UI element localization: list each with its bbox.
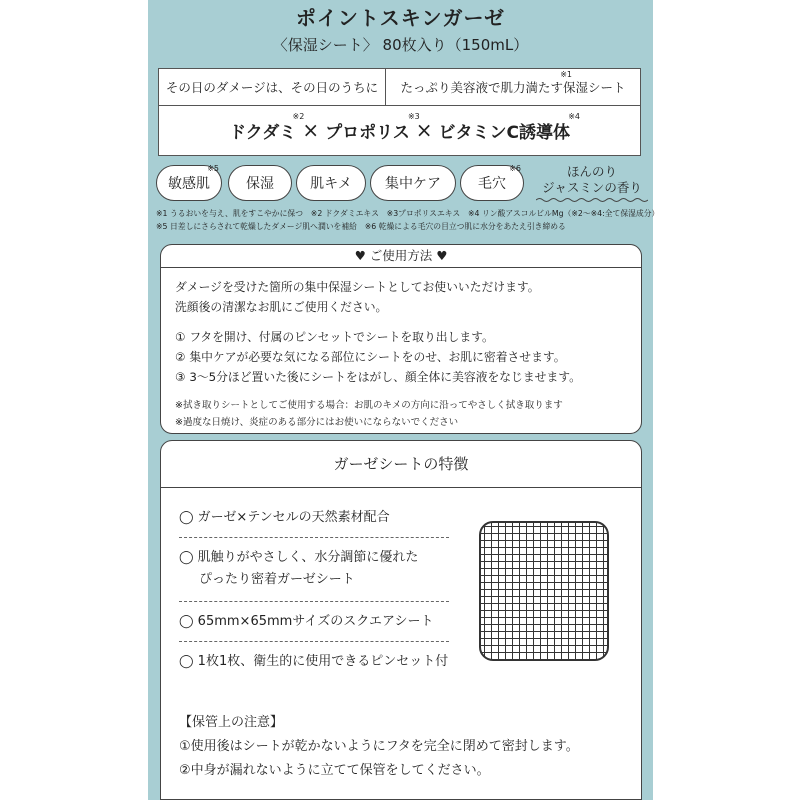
- footnote-line1: ※1 うるおいを与え、肌をすこやかに保つ ※2 ドクダミエキス ※3プロポリスエキス ※4 リン酸アスコルビルMg（※2〜※4:全て保湿成分）: [156, 209, 660, 218]
- pill-sensitive-skin-note: ※5: [207, 164, 219, 173]
- pill-sensitive-skin: [156, 165, 222, 201]
- feature-natural-material: ◯ ガーゼ×テンセルの天然素材配合: [179, 510, 390, 525]
- usage-note1: ※拭き取りシートとしてご使用する場合：お肌のキメの方向に沿ってやさしく拭き取ります: [175, 400, 563, 411]
- divider: [179, 601, 449, 602]
- tagline-row: [159, 69, 640, 106]
- tagline-right-text: たっぷり美容液で肌力満たす保湿シート: [400, 80, 626, 95]
- wavy-underline-icon: [536, 197, 648, 203]
- times-symbol: ×: [415, 118, 433, 142]
- feature-gentle-touch-line2: ぴったり密着ガーゼシート: [199, 572, 355, 587]
- times-symbol: ×: [302, 118, 320, 142]
- pill-intensive-care-label: 集中ケア: [385, 176, 441, 192]
- ingredients-row: [159, 105, 640, 155]
- product-subtitle: 〈保湿シート〉 80枚入り（150mL）: [272, 36, 529, 54]
- usage-step1: ① フタを開け、付属のピンセットでシートを取り出します。: [175, 330, 494, 344]
- ingredient-dokudami-label: ドクダミ: [228, 122, 297, 143]
- ingredient-propolis: [325, 111, 420, 143]
- pill-sensitive-skin-label: 敏感肌: [168, 176, 210, 192]
- skin-concern-pills: [156, 165, 651, 205]
- ingredient-vitamin-c: [438, 111, 580, 143]
- pill-intensive-care: [370, 165, 456, 201]
- feature-gentle-touch: ◯ 肌触りがやさしく、水分調節に優れた: [179, 550, 419, 565]
- tagline-left: [159, 69, 386, 105]
- product-info-panel: [148, 0, 660, 800]
- feature-tweezers: ◯ 1枚1枚、衛生的に使用できるピンセット付: [179, 654, 449, 669]
- usage-heading: ♥ ご使用方法 ♥: [161, 245, 641, 268]
- tagline-right-note: ※1: [560, 70, 572, 79]
- usage-body: [175, 277, 581, 431]
- pill-skin-texture-label: 肌キメ: [310, 176, 352, 192]
- scent-line1: ほんのり: [566, 164, 617, 179]
- tagline-right: [386, 69, 640, 105]
- features-heading: ガーゼシートの特徴: [161, 441, 641, 488]
- pill-pores-note: ※6: [509, 164, 521, 173]
- tagline-left-text: その日のダメージは、その日のうちに: [165, 80, 379, 95]
- storage-heading: 【保管上の注意】: [179, 715, 284, 730]
- ingredient-vitamin-c-note: ※4: [568, 111, 580, 121]
- product-title: ポイントスキンガーゼ: [295, 6, 506, 30]
- ingredient-propolis-note: ※3: [407, 111, 420, 121]
- storage-line2: ②中身が漏れないように立てて保管をしてください。: [179, 763, 490, 778]
- ingredient-dokudami-note: ※2: [292, 111, 305, 121]
- tagline-box: [158, 68, 641, 156]
- ingredient-propolis-label: プロポリス: [325, 122, 410, 143]
- usage-instructions-box: [160, 244, 642, 434]
- usage-note2: ※過度な日焼け、炎症のある部分にはお使いにならないでください: [175, 417, 459, 428]
- pill-pores-label: 毛穴: [478, 176, 506, 192]
- usage-step3: ③ 3〜5分ほど置いた後にシートをはがし、顔全体に美容液をなじませます。: [175, 370, 581, 384]
- pill-moisture-label: 保湿: [246, 176, 274, 192]
- footnote-line2: ※5 日差しにさらされて乾燥したダメージ肌へ潤いを補給 ※6 乾燥による毛穴の目立つ肌に水分をあたえ引き締める: [156, 222, 566, 231]
- scent-line2: ジャスミンの香り: [542, 180, 642, 195]
- pill-pores: [460, 165, 524, 201]
- divider: [179, 537, 449, 538]
- features-box: [160, 440, 642, 800]
- storage-line1: ①使用後はシートが乾かないようにフタを完全に閉めて密封します。: [179, 739, 579, 754]
- ingredient-vitamin-c-label: ビタミンC誘導体: [438, 122, 570, 143]
- feature-square-sheet: ◯ 65mm×65mmサイズのスクエアシート: [179, 614, 434, 629]
- divider: [179, 641, 449, 642]
- usage-step2: ② 集中ケアが必要な気になる部位にシートをのせ、お肌に密着させます。: [175, 350, 566, 364]
- usage-intro1: ダメージを受けた箇所の集中保湿シートとしてお使いいただけます。: [175, 280, 540, 294]
- footnotes: [156, 207, 660, 233]
- pill-skin-texture: [296, 165, 366, 201]
- jasmine-scent-label: [532, 164, 652, 203]
- gauze-sheet-grid-icon: [479, 521, 609, 661]
- storage-notes: [179, 711, 579, 783]
- usage-intro2: 洗顔後の清潔なお肌にご使用ください。: [175, 300, 388, 314]
- pill-moisture: [228, 165, 292, 201]
- ingredient-dokudami: [228, 111, 305, 143]
